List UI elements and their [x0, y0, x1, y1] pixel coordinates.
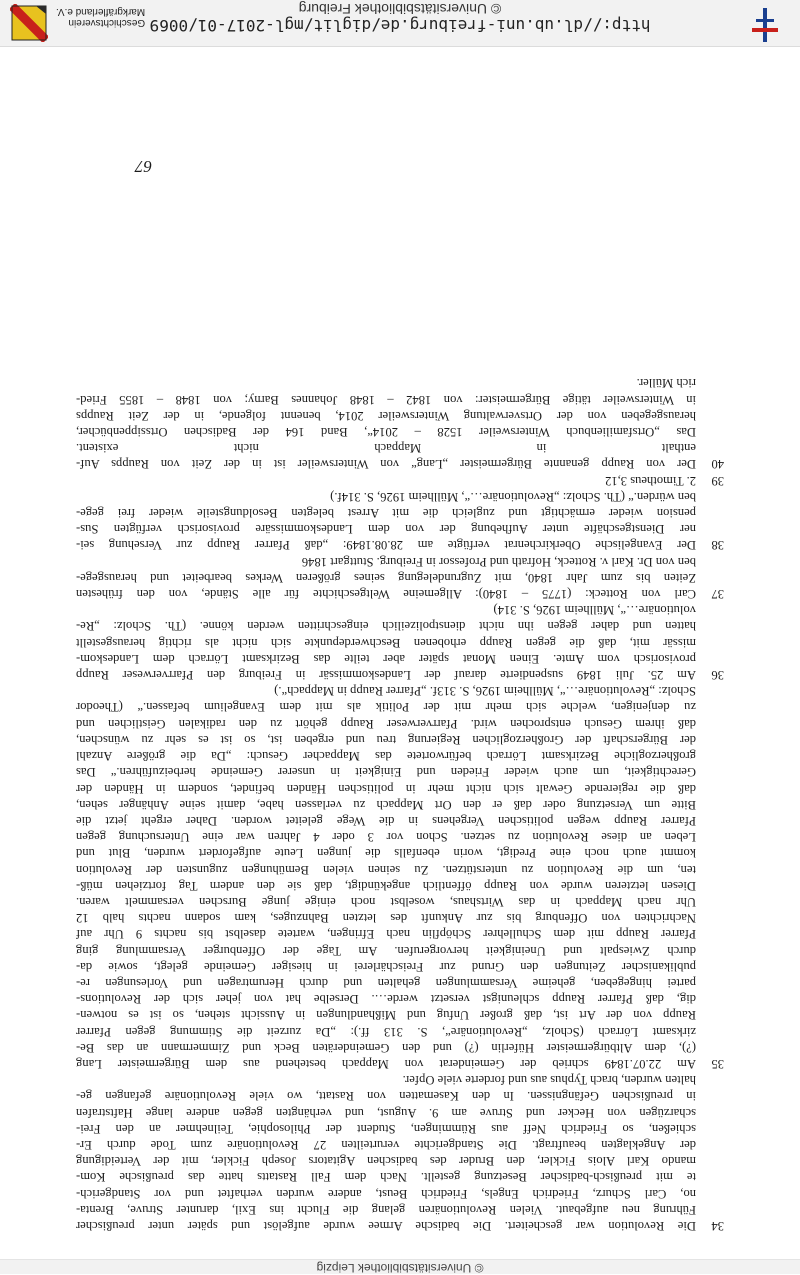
- footnote-line: ben von Dr. Karl v. Rotteck, Hofrath und Professor in Freiburg. Stuttgart 1846: [76, 553, 696, 569]
- footnote-line: daß die regierende Gewalt sich nicht mehr in politischen Händen befindet, sondern in Händen der: [76, 780, 696, 796]
- footnote-line: Am 25. Juli 1849 suspendierte darauf der Landeskommissär in Freiburg den Pfarrverweser Raupp: [76, 667, 696, 683]
- org-name-line1: Geschichtsverein: [56, 17, 145, 28]
- footnote-line: ner Dienstgeschäfte unter Aufhebung der von dem Landeskommissäre provisorisch verfügten Sus-: [76, 521, 696, 537]
- footnote-line: Am 22.07.1849 schrieb der Gemeinderat von Mappach bestehend aus dem Bürgermeister Lang: [76, 1056, 696, 1072]
- footnote: [76, 683, 724, 1072]
- footnote-line: volutionäre…“, Müllheim 1926, S. 314): [76, 602, 696, 618]
- footnote-body: [76, 1072, 696, 1234]
- footnote-line: schießen, so Friedrich Neff aus Rümmingen, Student der Philosophie, Teilnehmer an den Frei-: [76, 1121, 696, 1137]
- page-number: 67: [135, 156, 152, 176]
- footnote-line: Diesen letzteren wurde von Raupp öffentlich angekündigt, daß sie den andern Tag fortziehen müß-: [76, 878, 696, 894]
- footnote-line: partei hingegeben, geheime Versammlungen gehalten und durch Herumtragen und Vorlesungen re-: [76, 975, 696, 991]
- footnote-line: durch Zwiespalt und Uneinigkeit hervorgerufen. Am Tage der Offenburger Versammlung ging: [76, 942, 696, 958]
- footnote-line: zirksamt Lörrach (Scholz, „Revolutionäre“, S. 313 ff.): „Da zurzeit die Stimmung gegen Pfarrer: [76, 1023, 696, 1039]
- footnote-body: [76, 489, 696, 554]
- footnote-line: in preußischen Gefängnissen. In den Kasematten von Rastatt, wo viele Revolutionäre gefangen ge-: [76, 1088, 696, 1104]
- footnote: [76, 375, 724, 472]
- footnote-line: enthalt in Mappach nicht existent.: [76, 440, 696, 456]
- footnote-line: Nachrichten von Offenburg bis zur Ankunft des letzten Bahnzuges, kam sodann nachts halb 12: [76, 910, 696, 926]
- copyright-notice: © Universitätsbibliothek Freiburg: [0, 1, 800, 17]
- bottom-provenance-strip: [0, 1260, 800, 1274]
- footnote-line: Der von Raupp genannte Bürgermeister „Lang“ von Wintersweiler ist in der Zeit von Raupps Auf-: [76, 456, 696, 472]
- footnote: [76, 472, 724, 488]
- footnote-line: Raupp von der Art ist, daß großer Unfug und Mißhandlungen in Aussicht stehen, so ist es notwen-: [76, 1007, 696, 1023]
- footnote-line: 2. Timotheus 3,12: [76, 472, 696, 488]
- footnote-body: [76, 602, 696, 683]
- footnote-line: scharzügen von Hecker und Struve am 9. August, und verhängten gegen andere lange Haftstrafen: [76, 1104, 696, 1120]
- footnote-body: [76, 683, 696, 1072]
- footnote-number: 38: [696, 489, 724, 554]
- footnote-line: in Wintersweiler tätige Bürgermeister: von 1842 – 1848 Johannes Barny; von 1848 – 1855 Fried-: [76, 391, 696, 407]
- footnote-body: [76, 553, 696, 602]
- footnote-number: 34: [696, 1072, 724, 1234]
- footnote-line: Pfarrer Raupp mit dem Schullehrer Schöpflin nach Efringen, wartete daselbst bis nachts 9 Uhr auf: [76, 926, 696, 942]
- footnote-line: rich Müller.: [76, 375, 696, 391]
- footnote-line: hatten und daher gegen ihn nicht dienstpolizeilich eingeschritten werden könne. (Th. Scholz: „Re-: [76, 618, 696, 634]
- footnote-line: der Bürgerschaft der Großherzoglichen Regierung treu und ergeben ist, so ist es sehr zu wünschen,: [76, 732, 696, 748]
- footnote-line: ten, um die Revolution zu unterstützen. Zu seinen vielen Bemühungen zugunsten der Revolution: [76, 861, 696, 877]
- footnote-line: Leben an diese Revolution zu setzen. Schon vor 3 oder 4 Jahren war eine Untersuchung gegen: [76, 829, 696, 845]
- footnote-line: Pfarrer Raupp wegen politischen Vergehens in die Wege geleitet worden. Daher ergeht jetzt die: [76, 813, 696, 829]
- footnote-number: 37: [696, 553, 724, 602]
- footnote-number: 35: [696, 683, 724, 1072]
- footnote-line: ben würden.“ (Th. Scholz: „Revolutionäre…“, Müllheim 1926, S. 314f.): [76, 489, 696, 505]
- footnote-line: großherzogliche Bezirksamt Lörrach befürwortete das Mappacher Gesuch: „Da die größere Anzahl: [76, 748, 696, 764]
- provenance-band: [0, 0, 800, 48]
- footnote: [76, 602, 724, 683]
- footnote-line: Carl von Rotteck: (1775 – 1840): Allgemeine Weltgeschichte für alle Stände, von den frühesten: [76, 586, 696, 602]
- footnote-line: dig, daß Pfarrer Raupp schleunigst versetzt werde…. Derselbe hat von jeher sich der Revolutions-: [76, 991, 696, 1007]
- footnote-number: 39: [696, 472, 724, 488]
- source-url[interactable]: http://dl.ub.uni-freiburg.de/diglit/mgl-2017-01/0069: [0, 16, 800, 35]
- footnote: [76, 1072, 724, 1234]
- bottom-copyright: © Universitätsbibliothek Leipzig: [0, 1261, 800, 1275]
- footnote-number: 36: [696, 602, 724, 683]
- footnote: [76, 553, 724, 602]
- library-logo-icon: [750, 8, 780, 42]
- footnote-line: publikanischer Zeitungen den Grund zur Freischärlerei in hiesiger Gemeinde gelegt, sowie da-: [76, 959, 696, 975]
- footnote-line: herausgegeben von der Ortsverwaltung Wintersweiler 2014, benennt folgende, in der Zeit Raupps: [76, 408, 696, 424]
- footnote-line: der Angeklagten beauftragt. Die Standgerichte verurteilten 27 Revolutionäre zum Tode durch Er-: [76, 1137, 696, 1153]
- footnote-line: Zeiten bis zum Jahr 1840, mit Zugrundelegung seines größeren Werkes bearbeitet und herausgege-: [76, 570, 696, 586]
- footnote-line: mando Karl Alois Fickler, den Bruder des badischen Agitators Joseph Fickler, mit der Verteidigung: [76, 1153, 696, 1169]
- org-name-line2: Markgräflerland e.V.: [56, 6, 145, 17]
- footnote-line: Führung neu aufgebaut. Vielen Revolutionären gelang die Flucht ins Exil, darunter Struve, Brenta-: [76, 1202, 696, 1218]
- org-name: [56, 6, 145, 28]
- footnote-line: halten wurden, brach Typhus aus und forderte viele Opfer.: [76, 1072, 696, 1088]
- footnote-line: daß ihrem Gesuch entsprochen wird. Pfarrverweser Raupp gehört zu den radikalen Geistlichen und: [76, 716, 696, 732]
- footnote-line: Gerechtigkeit, um auch wieder Frieden und Einigkeit in unserer Gemeinde herbeizuführen.“ Das: [76, 764, 696, 780]
- footnote-line: Scholz: „Revolutionäre…“, Müllheim 1926, S. 313f. „Pfarrer Raupp in Mappach“.): [76, 683, 696, 699]
- footnote-line: (?), dem Altbürgermeister Hüferlin (?) und den Gemeinderäten Beck und Zimmermann an das Be-: [76, 1040, 696, 1056]
- footnote-line: provisorisch vom Amte. Einen Monat später aber teilte das Bezirksamt Lörrach dem Landeskom-: [76, 651, 696, 667]
- footnote-line: Die Revolution war gescheitert. Die badische Armee wurde aufgelöst und später unter preußischer: [76, 1218, 696, 1234]
- footnote-line: Bitte um Versetzung oder daß er den Ort Mappach zu verlassen habe, damit seine Anhänger sehen,: [76, 797, 696, 813]
- footnote-line: te mit preußisch-badischer Besetzung gestellt. Nach dem Fall Rastatts hatte das preußische Kom-: [76, 1169, 696, 1185]
- footnote-line: Der Evangelische Oberkirchenrat verfügte am 28.08.1849: „daß Pfarrer Raupp zur Versehung sei-: [76, 537, 696, 553]
- footnote-line: kommt auch noch eine Predigt, worin ebenfalls die jungen Leute aufgefordert wurden, Blut und: [76, 845, 696, 861]
- footnotes-block: [76, 375, 724, 1234]
- footnote-line: Das „Ortsfamilienbuch Wintersweiler 1528 – 2014“, Band 164 der Badischen Ortssippenbücher,: [76, 424, 696, 440]
- footnote-line: zu denjenigen, welche sich mehr mit der Politik als mit dem Evangelium befassen.“ (Theodor: [76, 699, 696, 715]
- footnote-line: pension wieder ermächtigt und zugleich die mit Arrest belegten Besoldungsteile wieder frei gege-: [76, 505, 696, 521]
- footnote-line: no, Carl Schurz, Friedrich Engels, Friedrich Beust, andere wurden verhaftet und vor Standgerich-: [76, 1185, 696, 1201]
- footnote-number: 40: [696, 375, 724, 472]
- footnote-line: Uhr nach Mappach in das Wirtshaus, woselbst noch einige junge Burschen versammelt waren.: [76, 894, 696, 910]
- footnote-line: missär mit, daß die gegen Raupp erhobenen Beschwerdepunkte sich nicht als richtig herausgestellt: [76, 634, 696, 650]
- footnote-body: [76, 375, 696, 472]
- coat-of-arms-icon: [10, 4, 48, 42]
- footnote-body: [76, 472, 696, 488]
- footnote: [76, 489, 724, 554]
